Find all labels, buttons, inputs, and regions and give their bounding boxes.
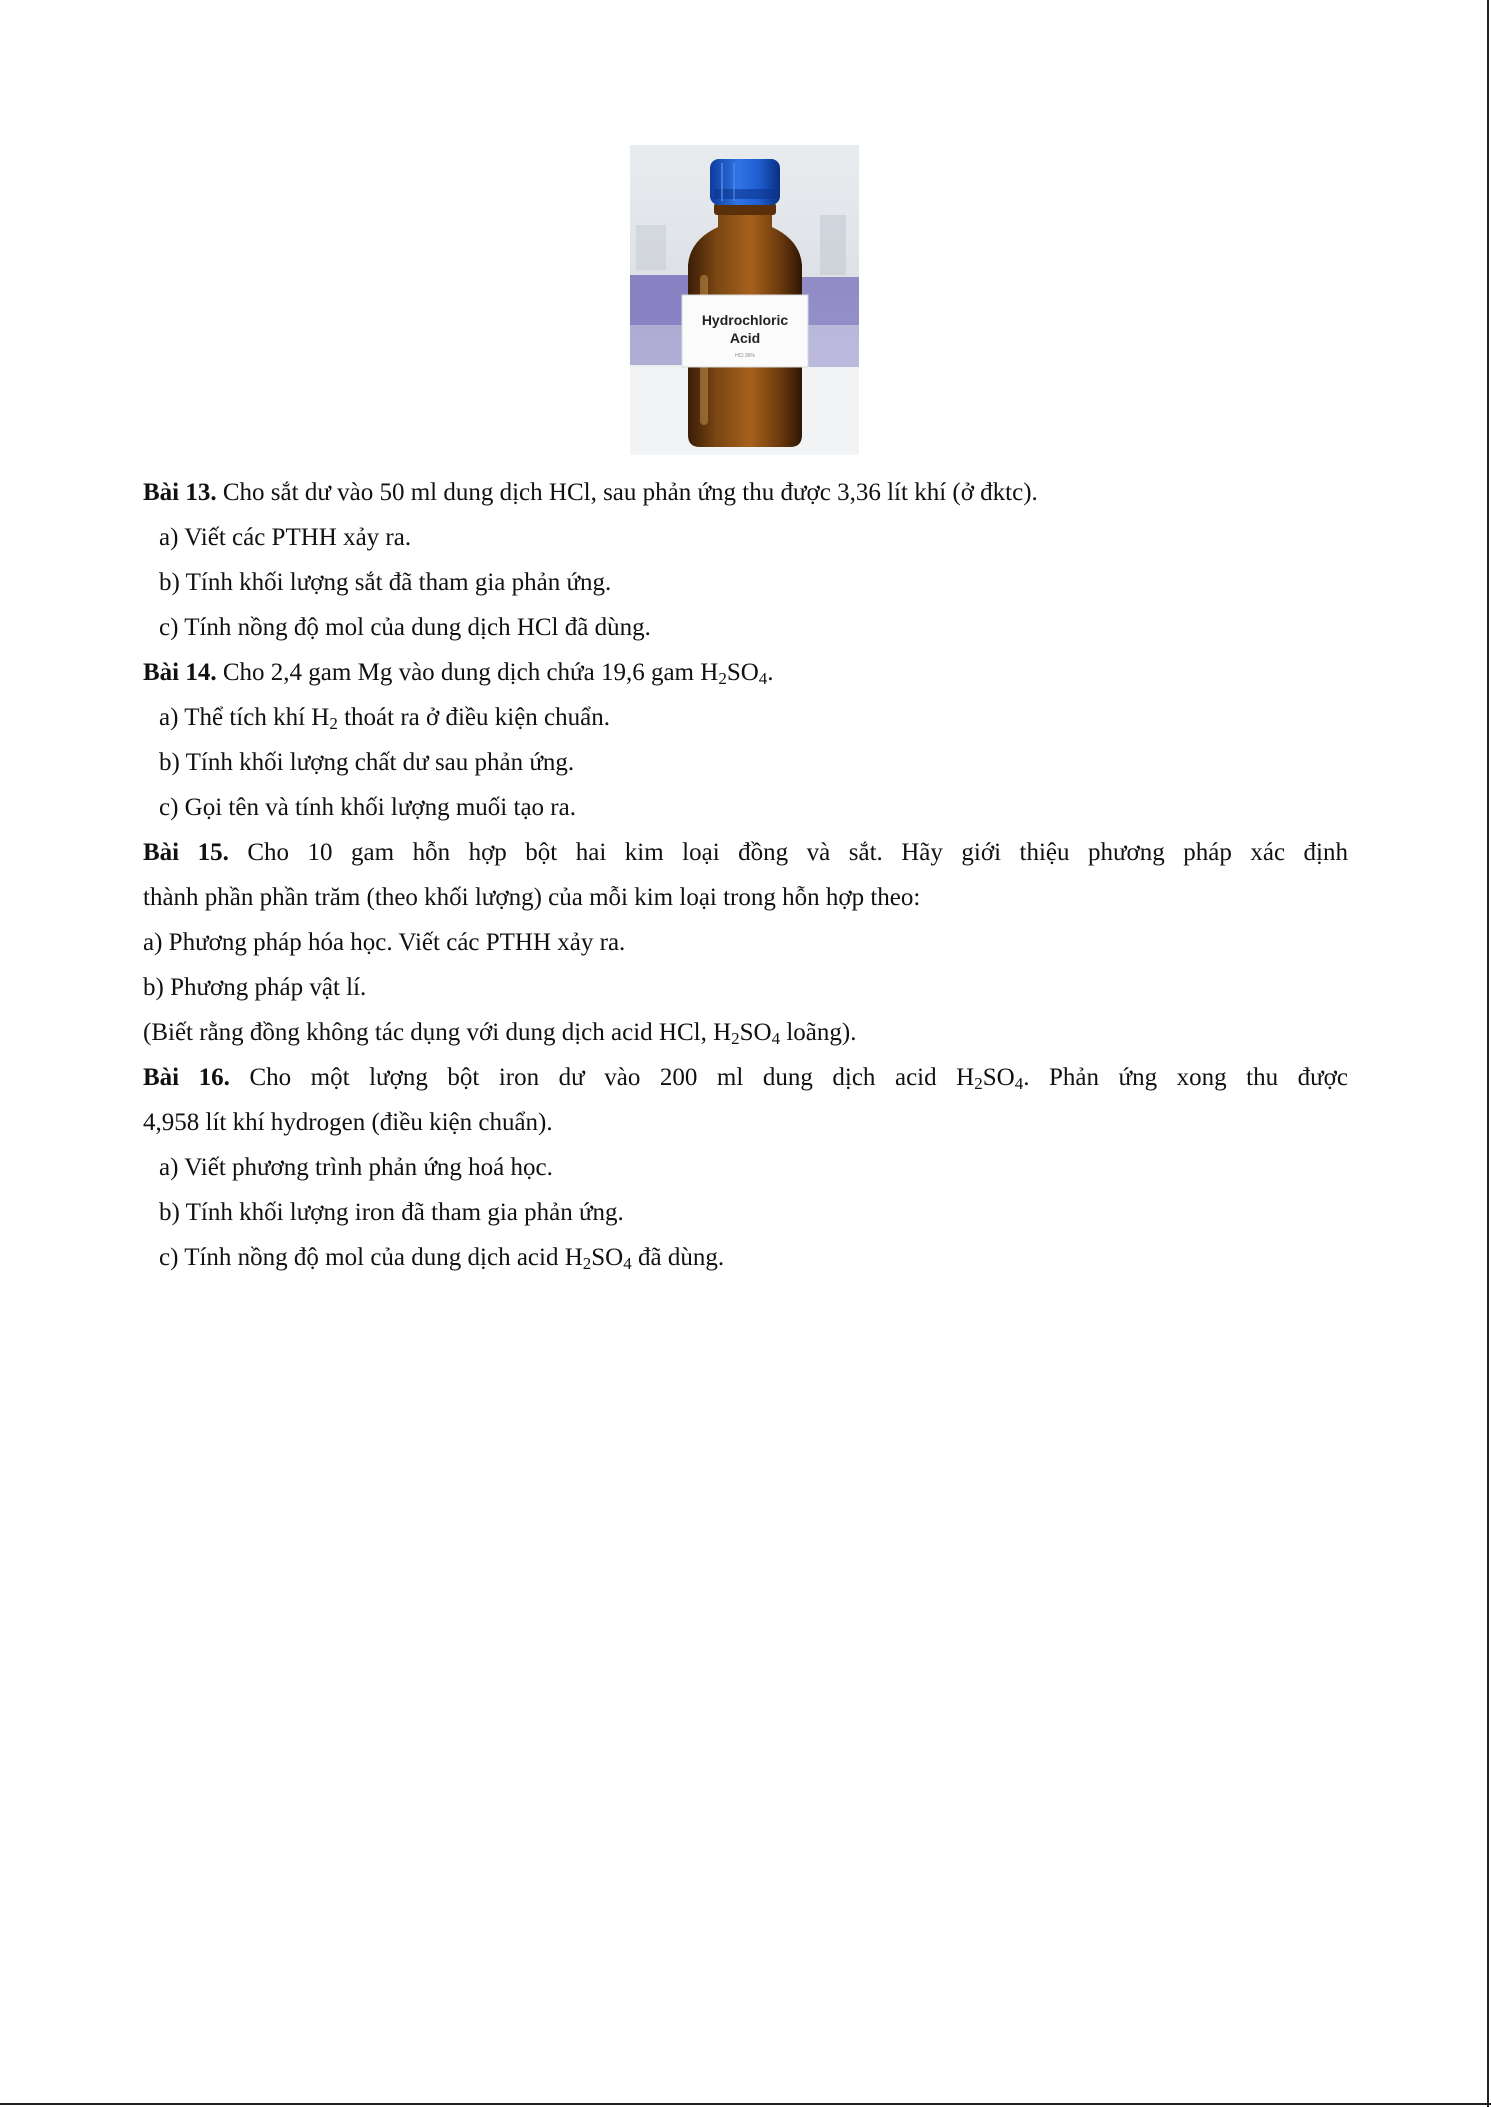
bai-14-text2: SO bbox=[726, 659, 759, 686]
subscript: 2 bbox=[718, 669, 727, 688]
page-border-bottom bbox=[0, 2103, 1491, 2105]
bai-16-text2: SO bbox=[982, 1064, 1015, 1091]
bai-13-a: a) Viết các PTHH xảy ra. bbox=[159, 524, 412, 551]
bai-16-c bbox=[143, 1235, 1348, 1280]
bai-15-line bbox=[143, 830, 1348, 875]
bai-14-text: Cho 2,4 gam Mg vào dung dịch chứa 19,6 gam H bbox=[216, 659, 719, 686]
bai-14-c: c) Gọi tên và tính khối lượng muối tạo ra. bbox=[159, 794, 576, 821]
bottle-label-small: HCl 36% bbox=[735, 353, 755, 359]
subscript: 2 bbox=[974, 1074, 983, 1093]
bai-13-line bbox=[143, 470, 1348, 515]
bai-16-c-text3: đã dùng. bbox=[631, 1244, 725, 1271]
bottle-label-line2: Acid bbox=[729, 330, 761, 346]
bai-15-note-text2: SO bbox=[739, 1019, 772, 1046]
bai-15-text: Cho 10 gam hỗn hợp bột hai kim loại đồng và sắt. Hãy giới thiệu phương pháp xác định bbox=[228, 839, 1348, 866]
bai-14-a bbox=[143, 695, 1348, 740]
hydrochloric-acid-bottle-photo bbox=[630, 145, 859, 455]
bai-15-a: a) Phương pháp hóa học. Viết các PTHH xảy ra. bbox=[143, 929, 626, 956]
bai-13-text: Cho sắt dư vào 50 ml dung dịch HCl, sau phản ứng thu được 3,36 lít khí (ở đktc). bbox=[216, 479, 1038, 506]
bai-15-note-text3: loãng). bbox=[780, 1019, 857, 1046]
bai-16-a: a) Viết phương trình phản ứng hoá học. bbox=[159, 1154, 553, 1181]
page-border-right bbox=[1487, 0, 1489, 2107]
subscript: 4 bbox=[1014, 1074, 1024, 1093]
bai-16-b: b) Tính khối lượng iron đã tham gia phản ứng. bbox=[159, 1199, 624, 1226]
subscript: 4 bbox=[623, 1254, 632, 1273]
bai-15-note-text: (Biết rằng đồng không tác dụng với dung dịch acid HCl, H bbox=[143, 1019, 732, 1046]
bai-14-b: b) Tính khối lượng chất dư sau phản ứng. bbox=[159, 749, 575, 776]
bai-14-line bbox=[143, 650, 1348, 695]
bai-16-line bbox=[143, 1055, 1348, 1100]
bai-14-a-text: a) Thể tích khí H bbox=[159, 704, 330, 731]
bai-13-number: Bài 13. bbox=[143, 479, 217, 506]
subscript: 2 bbox=[731, 1029, 740, 1048]
subscript: 4 bbox=[771, 1029, 781, 1048]
bai-16-text: Cho một lượng bột iron dư vào 200 ml dung dịch acid H bbox=[229, 1064, 975, 1091]
bai-15-line-cont: thành phần phần trăm (theo khối lượng) của mỗi kim loại trong hỗn hợp theo: bbox=[143, 884, 921, 911]
bai-15-b: b) Phương pháp vật lí. bbox=[143, 974, 367, 1001]
bai-13-c: c) Tính nồng độ mol của dung dịch HCl đã dùng. bbox=[159, 614, 651, 641]
bottle-label-line1: Hydrochloric bbox=[701, 312, 789, 328]
bai-16-text3: . Phản ứng xong thu được bbox=[1023, 1064, 1348, 1091]
bai-16-number: Bài 16. bbox=[143, 1064, 230, 1091]
bai-14-text3: . bbox=[767, 659, 774, 686]
bai-15-number: Bài 15. bbox=[143, 839, 229, 866]
bai-16-c-text2: SO bbox=[591, 1244, 624, 1271]
subscript: 2 bbox=[329, 714, 338, 733]
bai-14-a-text2: thoát ra ở điều kiện chuẩn. bbox=[337, 704, 610, 731]
subscript: 2 bbox=[582, 1254, 592, 1273]
bai-16-line-cont: 4,958 lít khí hydrogen (điều kiện chuẩn). bbox=[143, 1109, 553, 1136]
bai-13-b: b) Tính khối lượng sắt đã tham gia phản ứng. bbox=[159, 569, 612, 596]
subscript: 4 bbox=[758, 669, 768, 688]
bai-14-number: Bài 14. bbox=[143, 659, 217, 686]
exercise-content bbox=[143, 470, 1348, 1280]
bai-16-c-text: c) Tính nồng độ mol của dung dịch acid H bbox=[159, 1244, 583, 1271]
bai-15-note bbox=[143, 1010, 1348, 1055]
